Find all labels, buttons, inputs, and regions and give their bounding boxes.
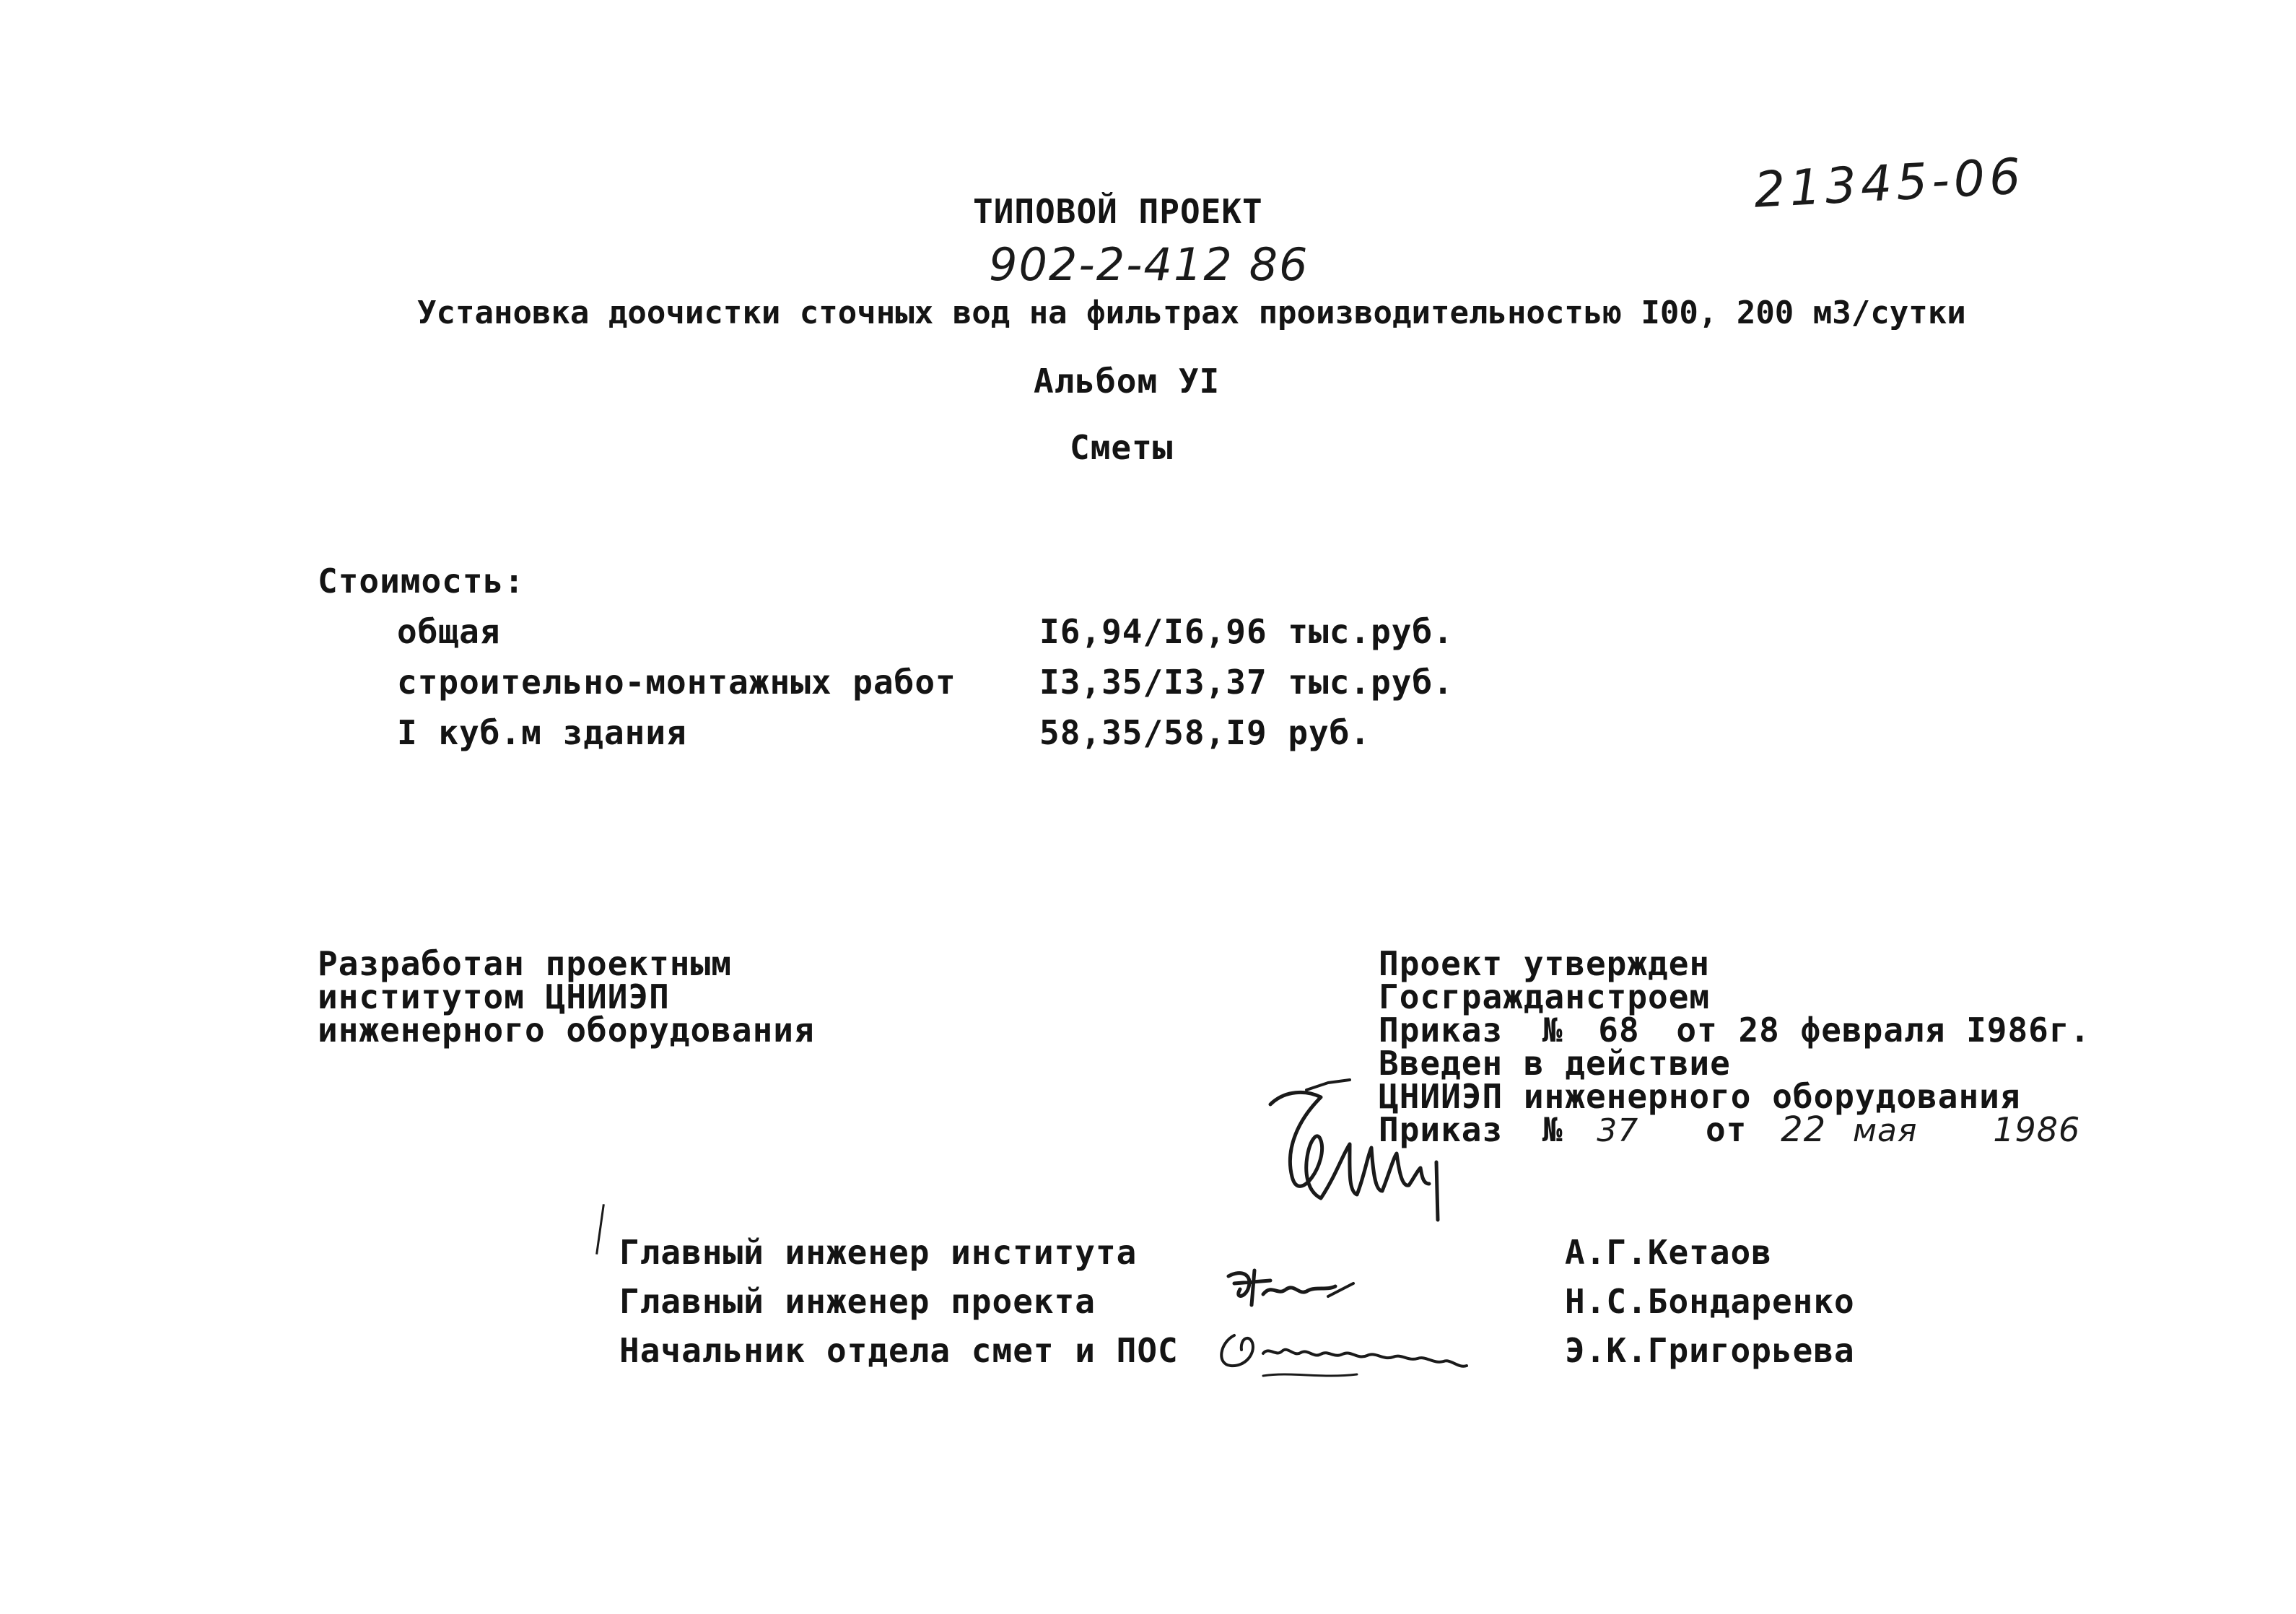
approval-line: ЦНИИЭП инженерного оборудования [1379, 1077, 2021, 1116]
inventory-number: 21345-06 [1752, 148, 2027, 219]
order-year-handwritten: 1986 [1993, 1110, 2081, 1149]
order-prefix: Приказ [1379, 1011, 1503, 1050]
cost-value-construction: I3,35/I3,37 тыс.руб. [1039, 663, 1454, 702]
cost-label-per-cubic-meter: I куб.м здания [397, 713, 687, 752]
section-label: Сметы [1070, 428, 1174, 467]
cost-value-per-cubic-meter: 58,35/58,I9 руб. [1039, 713, 1371, 752]
order-date: от 28 февраля I986г. [1676, 1011, 2091, 1050]
signatory-name: Э.К.Григорьева [1565, 1331, 1855, 1370]
signatory-name: А.Г.Кетаов [1565, 1233, 1772, 1272]
order-prefix: Приказ [1379, 1110, 1503, 1149]
cost-label-total: общая [397, 612, 501, 651]
developer-line: институтом ЦНИИЭП [318, 977, 670, 1016]
signatory-position: Главный инженер института [619, 1233, 1138, 1272]
order-number: 68 [1598, 1011, 1640, 1050]
approval-line: Введен в действие [1379, 1044, 1731, 1083]
developer-line: инженерного оборудования [318, 1011, 815, 1050]
order-from: от [1705, 1110, 1747, 1149]
signature-chief-engineer-institute-icon [1241, 1076, 1458, 1263]
cost-value-total: I6,94/I6,96 тыс.руб. [1039, 612, 1454, 651]
signature-head-estimates-icon [1213, 1321, 1487, 1393]
document-type-title: ТИПОВОЙ ПРОЕКТ [973, 192, 1263, 231]
cost-label-construction: строительно-монтажных работ [397, 663, 956, 702]
number-sign: № [1542, 1110, 1563, 1149]
approval-line: Проект утвержден [1379, 944, 1711, 983]
signatory-position: Главный инженер проекта [619, 1282, 1096, 1321]
developer-block [318, 944, 815, 1050]
margin-mark [595, 1204, 605, 1255]
project-subject: Установка доочистки сточных вод на фильтрах производительностью I00, 200 м3/сутки [417, 295, 1966, 331]
project-number: 902-2-412 86 [989, 238, 1309, 291]
signatory-position: Начальник отдела смет и ПОС [619, 1331, 1179, 1370]
number-sign: № [1542, 1011, 1563, 1050]
album-label: Альбом УI [1034, 362, 1221, 401]
enactment-order-line [1379, 1109, 2090, 1150]
approval-line: Госгражданстроем [1379, 977, 1711, 1016]
approval-order-line [1379, 1011, 2091, 1050]
cost-heading: Стоимость: [318, 562, 525, 601]
approval-block [1379, 944, 2091, 1150]
signatory-name: Н.С.Бондаренко [1565, 1282, 1855, 1321]
order-number-handwritten: 37 [1597, 1112, 1639, 1149]
signature-chief-engineer-project-icon [1220, 1255, 1364, 1319]
developer-line: Разработан проектным [318, 944, 732, 983]
order-month-handwritten: мая [1852, 1112, 1918, 1149]
order-day-handwritten: 22 [1781, 1109, 1827, 1150]
